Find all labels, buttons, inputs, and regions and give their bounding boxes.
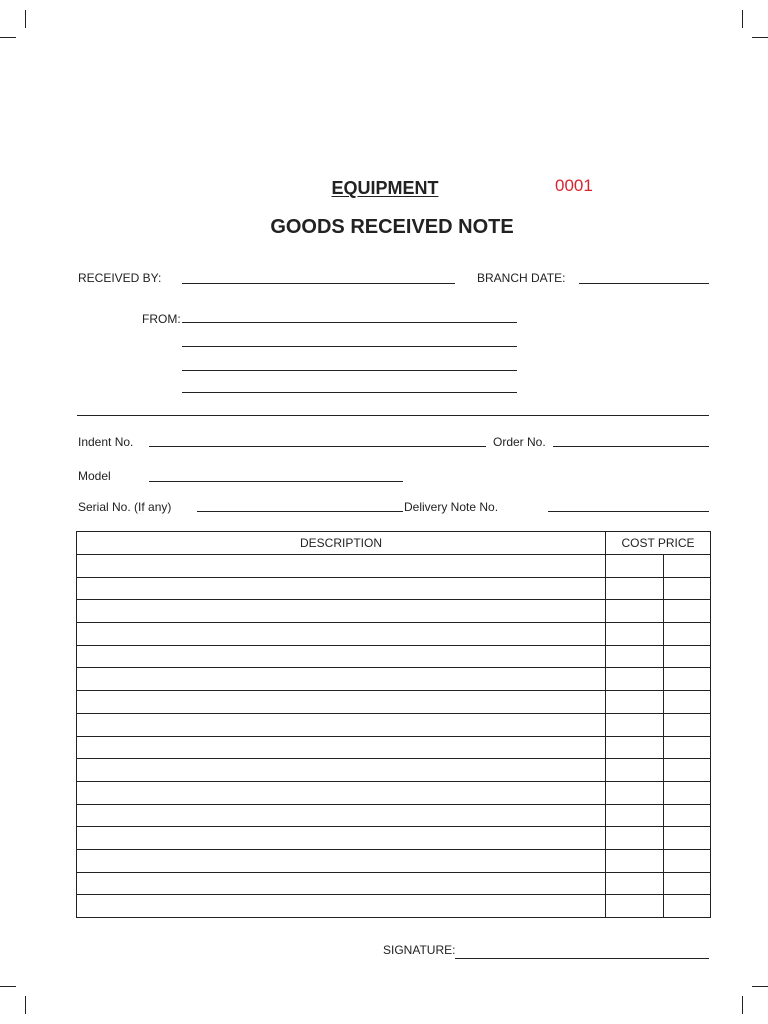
table-row (77, 623, 711, 646)
cost-price-subcell[interactable] (664, 691, 711, 714)
section-divider (77, 415, 709, 416)
description-cell[interactable] (77, 600, 606, 623)
description-cell[interactable] (77, 849, 606, 872)
crop-mark-top-right-horizontal (752, 37, 768, 38)
table-row (77, 849, 711, 872)
table-row (77, 600, 711, 623)
cost-price-subcell[interactable] (664, 781, 711, 804)
table-row (77, 577, 711, 600)
from-line-1[interactable] (182, 322, 517, 323)
cost-price-cell[interactable] (606, 691, 664, 714)
description-cell[interactable] (77, 736, 606, 759)
cost-price-subcell[interactable] (664, 600, 711, 623)
signature-label: SIGNATURE: (383, 943, 456, 957)
cost-price-cell[interactable] (606, 895, 664, 918)
cost-price-cell[interactable] (606, 668, 664, 691)
indent-no-line[interactable] (149, 446, 486, 447)
cost-price-subcell[interactable] (664, 713, 711, 736)
crop-mark-bottom-left-vertical (25, 996, 26, 1014)
cost-price-cell[interactable] (606, 555, 664, 578)
model-label: Model (78, 469, 111, 483)
delivery-note-no-line[interactable] (548, 511, 709, 512)
cost-price-subcell[interactable] (664, 645, 711, 668)
description-cell[interactable] (77, 827, 606, 850)
description-cell[interactable] (77, 691, 606, 714)
cost-price-subcell[interactable] (664, 736, 711, 759)
crop-mark-top-left-vertical (25, 10, 26, 28)
table-row (77, 759, 711, 782)
description-column-header: DESCRIPTION (77, 532, 606, 555)
cost-price-subcell[interactable] (664, 577, 711, 600)
description-cell[interactable] (77, 623, 606, 646)
cost-price-cell[interactable] (606, 872, 664, 895)
serial-no-line[interactable] (197, 511, 403, 512)
cost-price-subcell[interactable] (664, 849, 711, 872)
description-cell[interactable] (77, 895, 606, 918)
cost-price-subcell[interactable] (664, 759, 711, 782)
branch-date-line[interactable] (579, 283, 709, 284)
cost-price-cell[interactable] (606, 645, 664, 668)
table-row (77, 555, 711, 578)
cost-price-cell[interactable] (606, 827, 664, 850)
cost-price-cell[interactable] (606, 623, 664, 646)
crop-mark-bottom-right-horizontal (752, 986, 768, 987)
description-cell[interactable] (77, 781, 606, 804)
table-row (77, 645, 711, 668)
table-row (77, 804, 711, 827)
from-line-3[interactable] (182, 370, 517, 371)
description-cell[interactable] (77, 872, 606, 895)
description-cell[interactable] (77, 759, 606, 782)
cost-price-cell[interactable] (606, 600, 664, 623)
serial-number: 0001 (555, 176, 593, 195)
order-no-line[interactable] (553, 446, 709, 447)
indent-no-label: Indent No. (78, 435, 134, 449)
description-cell[interactable] (77, 804, 606, 827)
table-row (77, 668, 711, 691)
received-by-label: RECEIVED BY: (78, 271, 162, 285)
signature-line[interactable] (455, 958, 709, 959)
category-heading: EQUIPMENT (331, 178, 439, 198)
table-row (77, 827, 711, 850)
description-cell[interactable] (77, 713, 606, 736)
table-row (77, 872, 711, 895)
cost-price-cell[interactable] (606, 577, 664, 600)
order-no-label: Order No. (493, 435, 546, 449)
items-table (76, 531, 711, 918)
cost-price-subcell[interactable] (664, 668, 711, 691)
description-cell[interactable] (77, 668, 606, 691)
crop-mark-top-right-vertical (742, 10, 743, 28)
cost-price-subcell[interactable] (664, 827, 711, 850)
description-cell[interactable] (77, 555, 606, 578)
table-row (77, 713, 711, 736)
cost-price-cell[interactable] (606, 713, 664, 736)
serial-no-label: Serial No. (If any) (78, 500, 172, 514)
model-line[interactable] (149, 481, 403, 482)
table-row (77, 781, 711, 804)
cost-price-subcell[interactable] (664, 555, 711, 578)
branch-date-label: BRANCH DATE: (477, 271, 566, 285)
cost-price-cell[interactable] (606, 849, 664, 872)
cost-price-cell[interactable] (606, 759, 664, 782)
description-cell[interactable] (77, 577, 606, 600)
description-cell[interactable] (77, 645, 606, 668)
cost-price-cell[interactable] (606, 804, 664, 827)
received-by-line[interactable] (182, 283, 455, 284)
cost-price-column-header: COST PRICE (606, 532, 711, 555)
cost-price-subcell[interactable] (664, 872, 711, 895)
from-line-2[interactable] (182, 346, 517, 347)
crop-mark-bottom-left-horizontal (0, 986, 16, 987)
cost-price-subcell[interactable] (664, 895, 711, 918)
table-header-row (77, 532, 711, 555)
cost-price-cell[interactable] (606, 736, 664, 759)
table-row (77, 895, 711, 918)
crop-mark-bottom-right-vertical (742, 996, 743, 1014)
cost-price-subcell[interactable] (664, 804, 711, 827)
table-row (77, 736, 711, 759)
table-row (77, 691, 711, 714)
cost-price-cell[interactable] (606, 781, 664, 804)
page-title: GOODS RECEIVED NOTE (270, 216, 514, 238)
from-label: FROM: (142, 312, 181, 326)
cost-price-subcell[interactable] (664, 623, 711, 646)
delivery-note-no-label: Delivery Note No. (404, 500, 499, 514)
from-line-4[interactable] (182, 392, 517, 393)
crop-mark-top-left-horizontal (0, 37, 16, 38)
